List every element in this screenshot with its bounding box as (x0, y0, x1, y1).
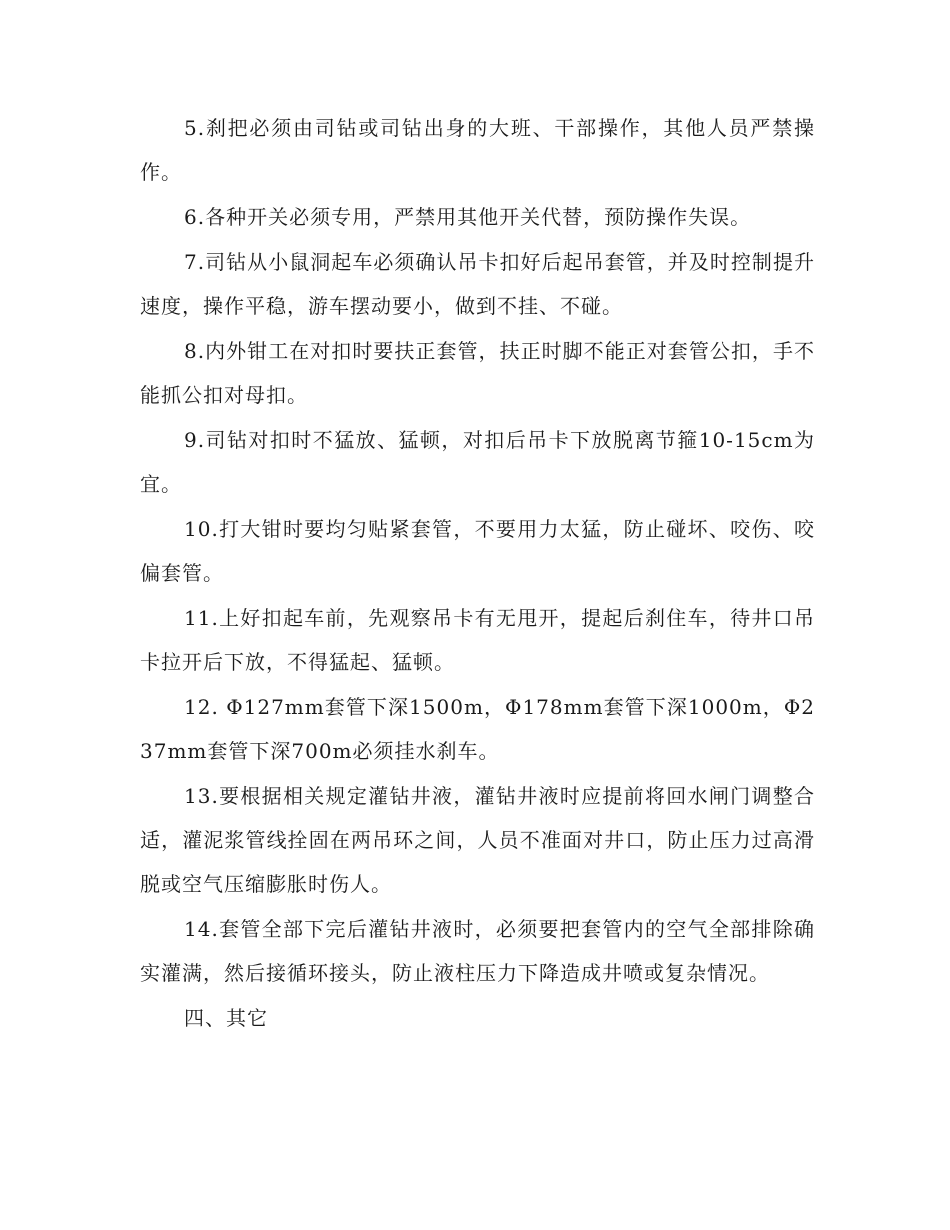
paragraph-item-12: 12. Φ127mm套管下深1500m，Φ178mm套管下深1000m，Φ237mm套管下深700m必须挂水刹车。 (140, 695, 815, 763)
paragraph-item-7: 7.司钻从小鼠洞起车必须确认吊卡扣好后起吊套管，并及时控制提升速度，操作平稳，游车摆动要小，做到不挂、不碰。 (140, 250, 815, 318)
paragraph-item-8: 8.内外钳工在对扣时要扶正套管，扶正时脚不能正对套管公扣，手不能抓公扣对母扣。 (140, 339, 815, 407)
document-body (140, 106, 815, 1041)
section-heading: 四、其它 (184, 1006, 268, 1030)
paragraph-item-11: 11.上好扣起车前，先观察吊卡有无甩开，提起后刹住车，待井口吊卡拉开后下放，不得猛起、猛顿。 (140, 606, 815, 674)
paragraph-item-9: 9.司钻对扣时不猛放、猛顿，对扣后吊卡下放脱离节箍10-15cm为宜。 (140, 428, 815, 496)
paragraph-item-10: 10.打大钳时要均匀贴紧套管，不要用力太猛，防止碰坏、咬伤、咬偏套管。 (140, 517, 815, 585)
paragraph-item-13: 13.要根据相关规定灌钻井液，灌钻井液时应提前将回水闸门调整合适，灌泥浆管线拴固在两吊环之间，人员不准面对井口，防止压力过高滑脱或空气压缩膨胀时伤人。 (140, 784, 815, 896)
paragraph-item-14: 14.套管全部下完后灌钻井液时，必须要把套管内的空气全部排除确实灌满，然后接循环接头，防止液柱压力下降造成井喷或复杂情况。 (140, 917, 815, 985)
paragraph-item-5: 5.刹把必须由司钻或司钻出身的大班、干部操作，其他人员严禁操作。 (140, 116, 815, 184)
paragraph-item-6: 6.各种开关必须专用，严禁用其他开关代替，预防操作失误。 (184, 205, 752, 229)
